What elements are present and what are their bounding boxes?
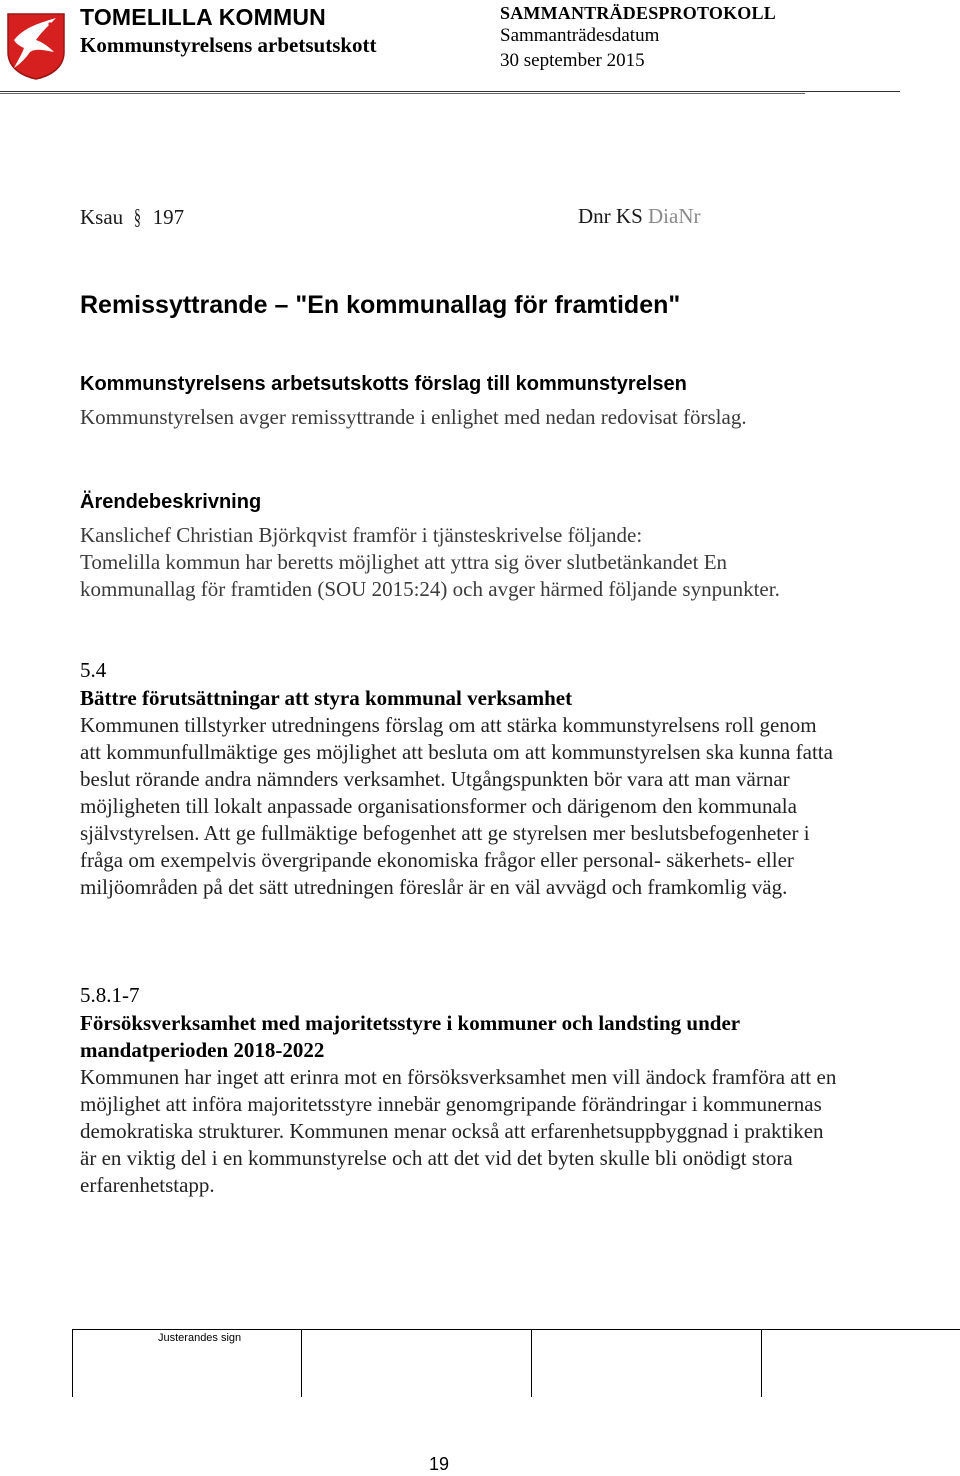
signature-cell (301, 1330, 302, 1397)
document-title: Remissyttrande – "En kommunallag för framtiden" (80, 291, 681, 319)
meeting-date-label: Sammanträdesdatum (500, 25, 660, 46)
signature-cell (761, 1330, 762, 1397)
ksau-number: 197 (152, 205, 185, 229)
page-number: 19 (429, 1454, 450, 1474)
proposal-text: Kommunstyrelsen avger remissyttrande i enlighet med nedan redovisat förslag. (80, 405, 747, 429)
proposal-heading: Kommunstyrelsens arbetsutskotts förslag till kommunstyrelsen (80, 373, 687, 395)
meeting-date-value: 30 september 2015 (500, 50, 645, 71)
description-heading: Ärendebeskrivning (80, 491, 262, 513)
ksau-reference (80, 204, 184, 230)
dnr-placeholder: DiaNr (648, 204, 701, 228)
coat-of-arms-logo (6, 12, 66, 80)
header-divider-secondary (0, 93, 805, 94)
section-number: 5.8.1-7 (80, 983, 140, 1007)
section-heading: Försöksverksamhet med majoritetsstyre i kommuner och landsting under mandatperioden 2018-2022 (80, 1011, 740, 1062)
org-unit: Kommunstyrelsens arbetsutskott (80, 33, 377, 57)
municipal-coat-of-arms-bird-icon (6, 12, 66, 80)
ksau-prefix: Ksau (80, 205, 124, 229)
org-name: TOMELILLA KOMMUN (80, 4, 326, 30)
description-text: Tomelilla kommun har beretts möjlighet att yttra sig över slutbetänkandet En kommunallag för framtiden (SOU 2015:24) och avger härmed följande synpunkter. (80, 550, 780, 601)
section-text: Kommunen tillstyrker utredningens förslag om att stärka kommunstyrelsens roll genom att kommunfullmäktige ges möjlighet att besluta om att kommunstyrelsen ska kunna fatta beslut rörande andra nämnders verksamhet. Utgångspunkten bör vara att man värnar möjligheten till lokalt anpassade organisationsformer och därigenom den kommunala självstyrelsen. Att ge fullmäktige befogenhet att ge styrelsen mer beslutsbefogenheter i fråga om exempelvis övergripande ekonomiska frågor eller personal- säkerhets- eller miljöområden på det sätt utredningen föreslår är en väl avvägd och framkomlig väg. (80, 713, 833, 899)
section-heading: Bättre förutsättningar att styra kommunal verksamhet (80, 686, 573, 710)
paragraph-symbol: § (134, 204, 142, 229)
dnr-prefix: Dnr KS (578, 204, 643, 228)
section-number: 5.4 (80, 658, 107, 682)
signature-cell (72, 1330, 73, 1397)
header-divider (0, 91, 900, 92)
document-type: SAMMANTRÄDESPROTOKOLL (500, 3, 776, 23)
dnr-reference (578, 204, 701, 229)
section-text: Kommunen har inget att erinra mot en försöksverksamhet men vill ändock framföra att en möjlighet att införa majoritetsstyre innebär genomgripande förändringar i kommunernas demokratiska strukturer. Kommunen menar också att erfarenhetsuppbyggnad i praktiken är en viktig del i en kommunstyrelse och att det vid det byten skulle bli onödigt stora erfarenhetstapp. (80, 1065, 837, 1197)
signature-label: Justerandes sign (158, 1332, 242, 1344)
signature-cell (531, 1330, 532, 1397)
description-intro: Kanslichef Christian Björkqvist framför i tjänsteskrivelse följande: (80, 523, 643, 547)
